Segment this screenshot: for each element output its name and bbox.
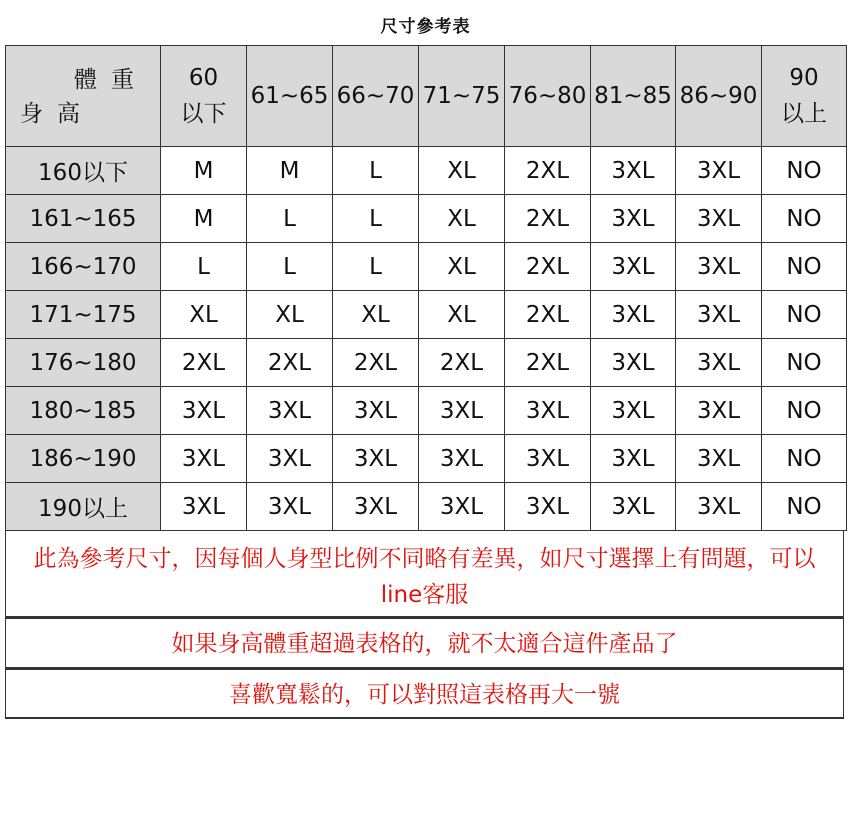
size-cell: 3XL <box>419 435 505 483</box>
size-cell: L <box>333 195 419 243</box>
weight-header-line1: 61~65 <box>250 83 329 109</box>
note-reference: 此為參考尺寸，因每個人身型比例不同略有差異，如尺寸選擇上有問題，可以line客服 <box>5 531 844 617</box>
height-range-cell: 166~170 <box>6 243 161 291</box>
height-range-cell: 180~185 <box>6 387 161 435</box>
size-cell: NO <box>762 483 847 531</box>
size-cell: XL <box>161 291 247 339</box>
size-cell: 2XL <box>419 339 505 387</box>
size-cell: NO <box>762 339 847 387</box>
size-cell: XL <box>419 147 505 195</box>
size-chart-table <box>5 45 847 531</box>
weight-header-line2: 以上 <box>781 101 827 127</box>
weight-header-cell <box>505 46 591 147</box>
size-cell: M <box>161 147 247 195</box>
size-cell: L <box>161 243 247 291</box>
table-row <box>6 147 847 195</box>
size-cell: 2XL <box>505 243 591 291</box>
size-cell: 3XL <box>676 435 762 483</box>
height-range-cell: 161~165 <box>6 195 161 243</box>
size-cell: 3XL <box>247 387 333 435</box>
size-cell: 2XL <box>161 339 247 387</box>
weight-header-cell <box>762 46 847 147</box>
size-cell: M <box>247 147 333 195</box>
size-cell: 3XL <box>161 387 247 435</box>
height-range-cell: 160以下 <box>6 147 161 195</box>
size-cell: 2XL <box>505 291 591 339</box>
table-row <box>6 291 847 339</box>
size-cell: 3XL <box>591 243 676 291</box>
size-cell: 3XL <box>161 435 247 483</box>
size-cell: XL <box>419 243 505 291</box>
size-cell: 3XL <box>591 147 676 195</box>
size-cell: 3XL <box>591 435 676 483</box>
weight-header-cell <box>333 46 419 147</box>
header-row <box>6 46 847 147</box>
size-cell: 3XL <box>676 291 762 339</box>
size-cell: 3XL <box>676 243 762 291</box>
weight-header-line1: 66~70 <box>336 83 415 109</box>
size-cell: 3XL <box>505 435 591 483</box>
size-cell: 3XL <box>247 435 333 483</box>
table-row <box>6 339 847 387</box>
size-cell: NO <box>762 147 847 195</box>
size-cell: L <box>247 243 333 291</box>
weight-header-cell <box>247 46 333 147</box>
size-cell: L <box>333 243 419 291</box>
chart-title: 尺寸參考表 <box>380 17 471 37</box>
height-label: 身高 <box>20 101 94 127</box>
weight-header-line1: 76~80 <box>508 83 587 109</box>
table-row <box>6 243 847 291</box>
size-cell: 3XL <box>505 387 591 435</box>
size-cell: L <box>333 147 419 195</box>
size-cell: 3XL <box>333 483 419 531</box>
size-cell: 3XL <box>419 387 505 435</box>
weight-header-cell <box>419 46 505 147</box>
size-cell: 2XL <box>247 339 333 387</box>
size-cell: 3XL <box>676 147 762 195</box>
weight-header-line1: 60 <box>188 65 219 91</box>
size-cell: 3XL <box>247 483 333 531</box>
weight-header-line1: 90 <box>789 65 819 91</box>
size-cell: 2XL <box>333 339 419 387</box>
weight-header-line1: 81~85 <box>594 83 672 109</box>
size-cell: 3XL <box>676 483 762 531</box>
size-cell: NO <box>762 243 847 291</box>
size-cell: 3XL <box>676 387 762 435</box>
size-cell: 3XL <box>333 435 419 483</box>
size-cell: 3XL <box>333 387 419 435</box>
size-cell: 3XL <box>676 195 762 243</box>
height-range-cell: 176~180 <box>6 339 161 387</box>
height-range-cell: 190以上 <box>6 483 161 531</box>
corner-cell <box>6 46 161 147</box>
size-cell: XL <box>419 195 505 243</box>
size-cell: 3XL <box>419 483 505 531</box>
table-row <box>6 387 847 435</box>
table-row <box>6 195 847 243</box>
table-row <box>6 483 847 531</box>
size-cell: 3XL <box>505 483 591 531</box>
size-cell: 3XL <box>161 483 247 531</box>
size-cell: NO <box>762 435 847 483</box>
size-cell: 3XL <box>591 195 676 243</box>
weight-header-line1: 86~90 <box>679 83 758 109</box>
size-cell: 3XL <box>676 339 762 387</box>
size-cell: 3XL <box>591 291 676 339</box>
size-cell: M <box>161 195 247 243</box>
size-cell: 2XL <box>505 147 591 195</box>
size-cell: 3XL <box>591 483 676 531</box>
size-cell: 2XL <box>505 195 591 243</box>
size-cell: NO <box>762 291 847 339</box>
note-loose-fit: 喜歡寬鬆的，可以對照這表格再大一號 <box>5 668 844 719</box>
weight-header-cell <box>161 46 247 147</box>
weight-header-cell <box>676 46 762 147</box>
size-cell: XL <box>333 291 419 339</box>
size-cell: NO <box>762 195 847 243</box>
size-cell: 2XL <box>505 339 591 387</box>
weight-header-line2: 以下 <box>180 101 227 127</box>
height-range-cell: 171~175 <box>6 291 161 339</box>
note-oversize: 如果身高體重超過表格的，就不太適合這件產品了 <box>5 617 844 668</box>
size-cell: 3XL <box>591 387 676 435</box>
size-cell: XL <box>247 291 333 339</box>
size-cell: NO <box>762 387 847 435</box>
size-cell: XL <box>419 291 505 339</box>
size-cell: 3XL <box>591 339 676 387</box>
height-range-cell: 186~190 <box>6 435 161 483</box>
table-row <box>6 435 847 483</box>
weight-label: 體重 <box>74 67 148 93</box>
weight-header-line1: 71~75 <box>422 83 501 109</box>
size-cell: L <box>247 195 333 243</box>
weight-header-cell <box>591 46 676 147</box>
